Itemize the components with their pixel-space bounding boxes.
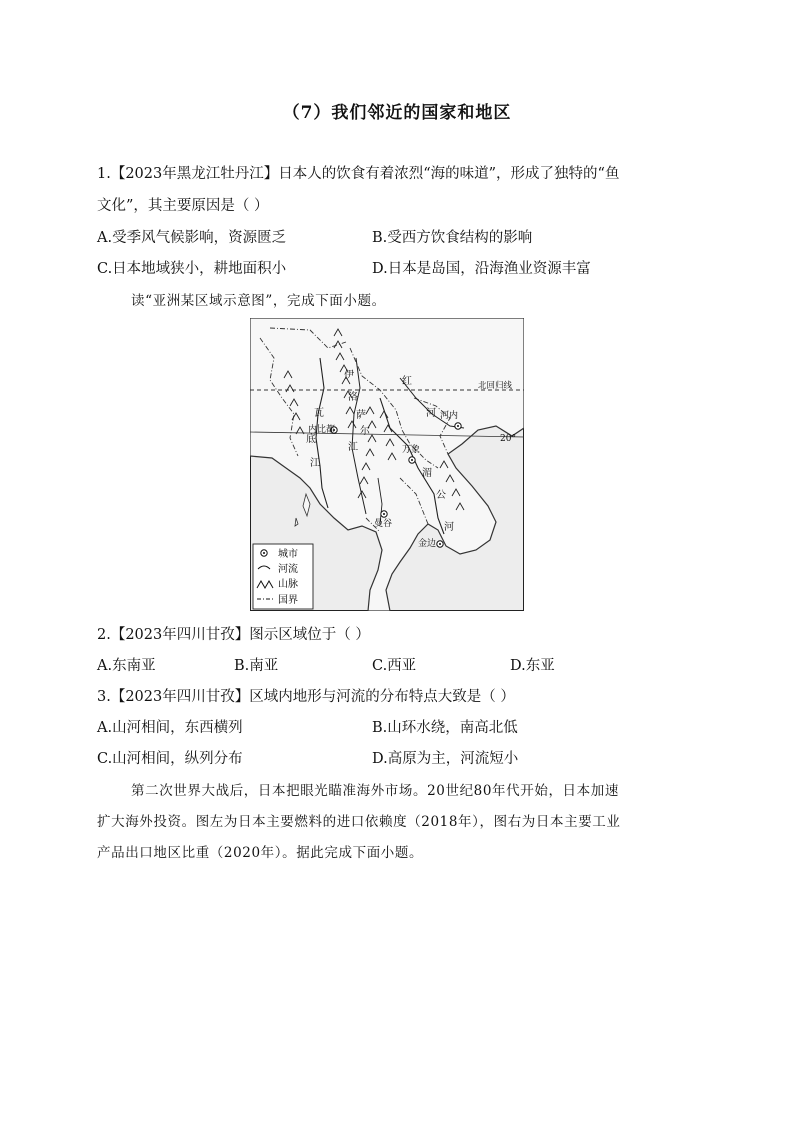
passage-line1: 第二次世界大战后，日本把眼光瞄准海外市场。20世纪80年代开始，日本加速 [131, 783, 619, 799]
q2-option-c: C.西亚 [372, 658, 417, 674]
asia-region-map [250, 318, 524, 611]
q1-stem-line2: 文化”，其主要原因是（ ） [97, 198, 269, 214]
q2-stem: 2.【2023年四川甘孜】图示区域位于（ ） [97, 627, 370, 643]
q1-option-a: A.受季风气候影响，资源匮乏 [97, 230, 287, 246]
q2-option-b: B.南亚 [234, 658, 279, 674]
q1-option-c: C.日本地域狭小，耕地面积小 [97, 261, 287, 277]
legend-river: 河流 [278, 564, 298, 575]
label-gong: 公 [436, 490, 446, 501]
q2-option-a: A.东南亚 [97, 658, 156, 674]
label-jiang2: 江 [348, 442, 358, 453]
label-nebidu: 内比都 [308, 425, 336, 435]
passage-line3: 产品出口地区比重（2020年）。据此完成下面小题。 [97, 845, 424, 861]
q1-stem-line1: 1.【2023年黑龙江牡丹江】日本人的饮食有着浓烈“海的味道”，形成了独特的“鱼 [97, 166, 620, 182]
label-he2: 河 [444, 522, 454, 533]
passage-line2: 扩大海外投资。图左为日本主要燃料的进口依赖度（2018年），图右为日本主要工业 [97, 814, 621, 830]
page-title: （7）我们邻近的国家和地区 [282, 103, 512, 123]
q3-option-c: C.山河相间，纵列分布 [97, 751, 243, 767]
label-wa: 瓦 [314, 408, 324, 419]
q3-stem: 3.【2023年四川甘孜】区域内地形与河流的分布特点大致是（ ） [97, 689, 515, 705]
legend-mountain: 山脉 [278, 579, 298, 590]
q3-option-a: A.山河相间，东西横列 [97, 720, 243, 736]
label-luo: 洛 [348, 392, 358, 403]
label-jinbian: 金边 [418, 539, 437, 549]
label-yi: 伊 [344, 370, 354, 381]
label-mangu: 曼谷 [374, 519, 393, 529]
legend-city: 城市 [278, 549, 298, 560]
q1-option-b: B.受西方饮食结构的影响 [372, 230, 533, 246]
label-he: 河 [426, 408, 436, 419]
q3-option-b: B.山环水绕，南高北低 [372, 720, 518, 736]
label-sa: 萨 [356, 410, 366, 421]
label-mei: 湄 [422, 468, 432, 479]
label-20-degree: 20° [500, 434, 516, 444]
legend-border: 国界 [278, 595, 298, 606]
label-jiang: 江 [310, 458, 320, 469]
q3-option-d: D.高原为主，河流短小 [372, 751, 519, 767]
map-intro: 读“亚洲某区域示意图”，完成下面小题。 [131, 293, 386, 309]
map-legend [253, 544, 313, 609]
q2-option-d: D.东亚 [510, 658, 555, 674]
label-tropic: 北回归线 [478, 381, 513, 391]
q1-option-d: D.日本是岛国，沿海渔业资源丰富 [372, 261, 591, 277]
label-hanoi: 河内 [440, 411, 459, 421]
label-er: 尔 [360, 426, 370, 437]
label-wanxiang: 万象 [402, 445, 421, 455]
label-hong: 红 [402, 376, 412, 387]
label-di: 底 [306, 434, 316, 445]
